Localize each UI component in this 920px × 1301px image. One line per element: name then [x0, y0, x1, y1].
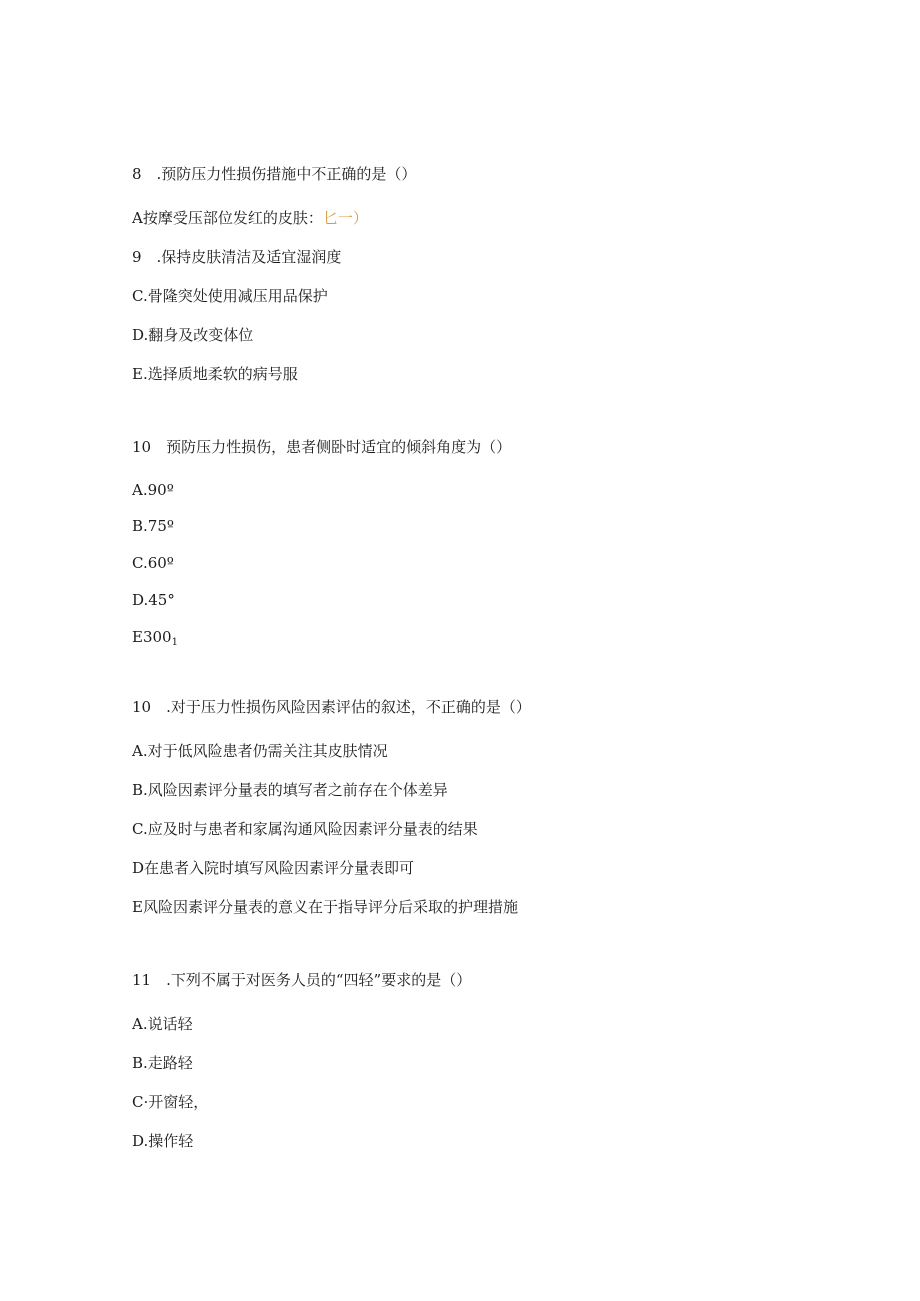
question-10b-option-a: A.对于低风险患者仍需关注其皮肤情况 [132, 742, 388, 760]
question-8-option-c: C.骨隆突处使用减压用品保护 [132, 287, 328, 305]
question-10a-option-d: D.45° [132, 591, 175, 609]
question-11-option-d: D.操作轻 [132, 1132, 194, 1150]
option-text: A按摩受压部位发红的皮肤： [132, 209, 323, 227]
question-11-option-b: B.走路轻 [132, 1054, 193, 1072]
question-8-option-e: E.选择质地柔软的病号服 [132, 365, 298, 383]
question-11-option-a: A.说话轻 [132, 1015, 193, 1033]
option-text: E300 [132, 628, 172, 646]
question-11-stem: 11 .下列不属于对医务人员的“四轻”要求的是（） [132, 971, 472, 989]
question-10a-option-c: C.60º [132, 554, 174, 572]
question-8-stem: 8 .预防压力性损伤措施中不正确的是（） [132, 165, 417, 183]
question-10a-option-e [132, 627, 178, 647]
question-8-option-a [132, 208, 368, 228]
question-10b-option-d: D在患者入院时填写风险因素评分量表即可 [132, 859, 415, 877]
question-10b-option-b: B.风险因素评分量表的填写者之前存在个体差异 [132, 781, 448, 799]
question-10a-stem: 10 预防压力性损伤，患者侧卧时适宜的倾斜角度为（） [132, 438, 512, 456]
question-10a-option-b: B.75º [132, 517, 174, 535]
question-8-option-d: D.翻身及改变体位 [132, 326, 254, 344]
question-8-option-b: 9 .保持皮肤清洁及适宜湿润度 [132, 248, 342, 266]
question-10a-option-a: A.90º [132, 481, 174, 499]
question-11-option-c: C·开窗轻， [132, 1093, 209, 1111]
handwritten-annotation: 匕一） [322, 209, 368, 227]
option-subscript: 1 [171, 637, 178, 648]
question-10b-stem: 10 .对于压力性损伤风险因素评估的叙述，不正确的是（） [132, 698, 531, 716]
question-10b-option-e: E风险因素评分量表的意义在于指导评分后采取的护理措施 [132, 898, 518, 916]
question-10b-option-c: C.应及时与患者和家属沟通风险因素评分量表的结果 [132, 820, 478, 838]
